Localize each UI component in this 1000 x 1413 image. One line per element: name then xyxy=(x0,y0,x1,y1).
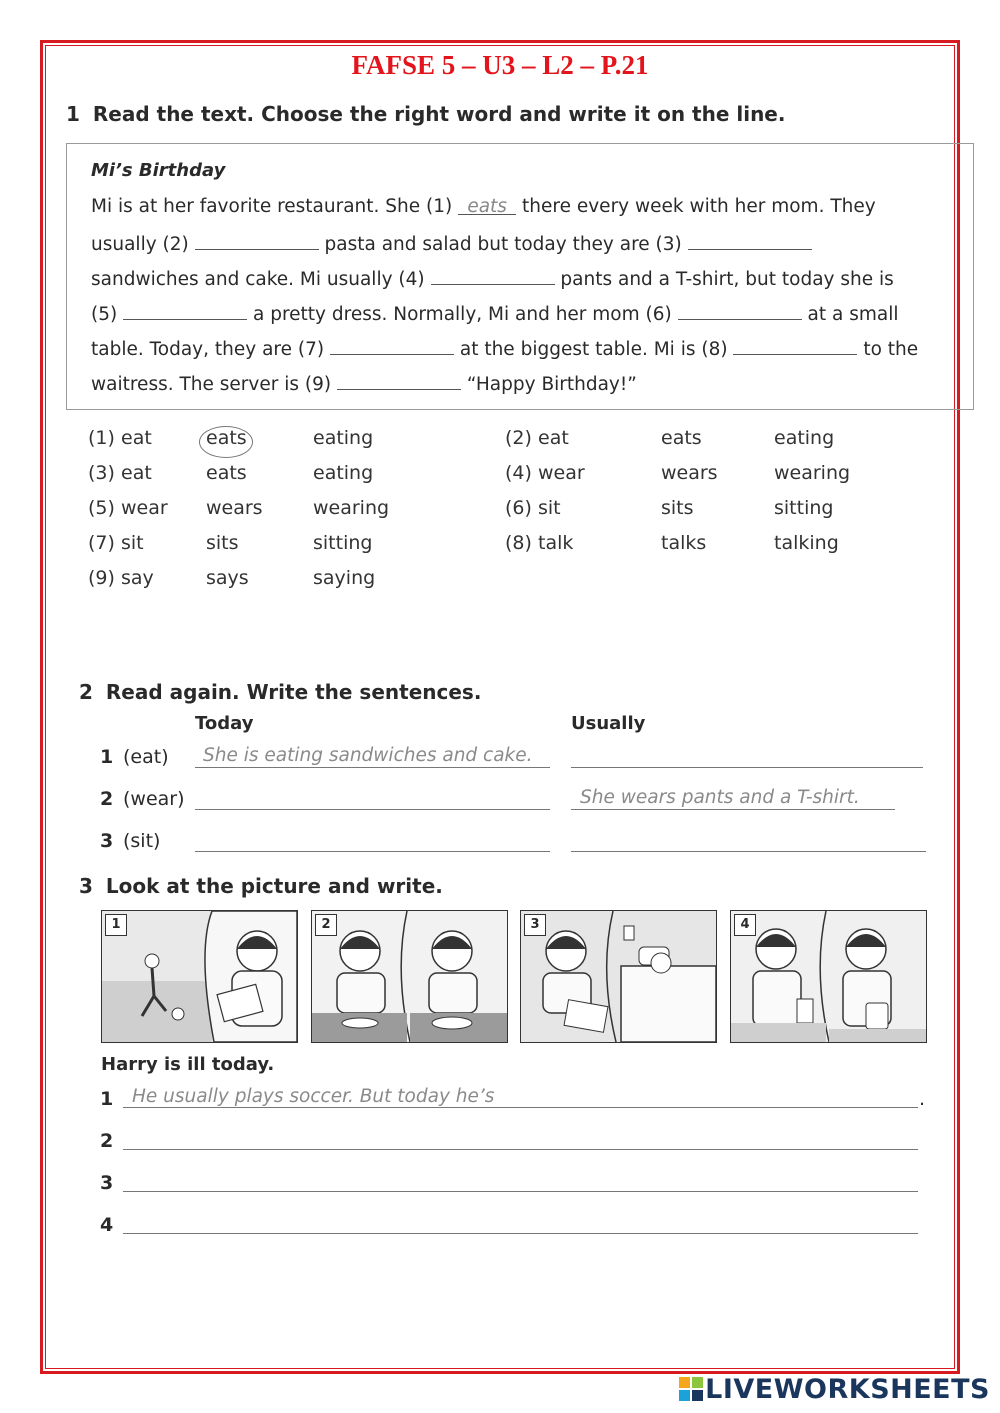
option-word[interactable]: sit xyxy=(538,497,561,519)
option-number: (7) xyxy=(88,532,115,554)
answer-blank-3[interactable] xyxy=(688,231,812,250)
today-answer-line-1[interactable] xyxy=(195,767,550,768)
ex2-heading xyxy=(79,680,481,704)
option-number: (5) xyxy=(88,497,115,519)
option-number: (1) xyxy=(88,427,115,449)
usually-answer-line-2[interactable] xyxy=(571,809,895,810)
option-word[interactable]: eating xyxy=(313,462,374,484)
line-number: 3 xyxy=(100,1172,114,1194)
option-number: (9) xyxy=(88,567,115,589)
picture-3-homework xyxy=(520,910,717,1043)
lws-logo-icon xyxy=(679,1377,703,1401)
col-today-header: Today xyxy=(195,713,254,734)
option-word[interactable]: eating xyxy=(774,427,835,449)
ex3-instruction: Look at the picture and write. xyxy=(105,874,443,898)
picture-number: 4 xyxy=(734,914,756,936)
today-answer-line-2[interactable] xyxy=(195,809,550,810)
line-end-period: . xyxy=(919,1088,926,1110)
row-number: 3 xyxy=(100,830,114,852)
passage-line-4 xyxy=(91,301,898,325)
option-word[interactable]: saying xyxy=(313,567,376,589)
option-number: (3) xyxy=(88,462,115,484)
boy-reading-illustration xyxy=(102,911,297,1042)
line-number: 4 xyxy=(100,1214,114,1236)
picture-number: 2 xyxy=(315,914,337,936)
write-line-1[interactable] xyxy=(123,1107,918,1108)
option-number: (8) xyxy=(505,532,532,554)
passage-text: there every week with her mom. They xyxy=(522,196,876,217)
passage-title: Mi’s Birthday xyxy=(91,160,226,181)
today-answer-1: She is eating sandwiches and cake. xyxy=(203,745,533,766)
boy-taking-medicine-illustration xyxy=(731,911,926,1042)
option-word[interactable]: talk xyxy=(538,532,574,554)
option-word[interactable]: sits xyxy=(206,532,239,554)
answer-blank-1[interactable] xyxy=(458,196,516,215)
option-word[interactable]: talks xyxy=(661,532,707,554)
picture-4-medicine xyxy=(730,910,927,1043)
answer-blank-6[interactable] xyxy=(678,301,802,320)
line-number: 2 xyxy=(100,1130,114,1152)
passage-text: “Happy Birthday!” xyxy=(466,374,637,395)
row-number: 2 xyxy=(100,788,114,810)
row-verb: (eat) xyxy=(123,746,169,768)
option-word[interactable]: wears xyxy=(661,462,718,484)
passage-line-1 xyxy=(91,196,876,217)
option-number: (4) xyxy=(505,462,532,484)
ex3-number: 3 xyxy=(79,874,93,898)
answer-1: eats xyxy=(467,196,507,217)
option-word[interactable]: says xyxy=(206,567,249,589)
option-word[interactable]: wearing xyxy=(774,462,851,484)
option-word[interactable]: eat xyxy=(121,462,152,484)
option-word[interactable]: sits xyxy=(661,497,694,519)
ex1-heading xyxy=(66,102,785,126)
option-number: (2) xyxy=(505,427,532,449)
write-line-4[interactable] xyxy=(123,1233,918,1234)
write-line-3[interactable] xyxy=(123,1191,918,1192)
option-word[interactable]: wear xyxy=(538,462,585,484)
option-word[interactable]: sit xyxy=(121,532,144,554)
boy-in-bed-illustration xyxy=(521,911,716,1042)
usually-answer-line-3[interactable] xyxy=(571,851,926,852)
row-number: 1 xyxy=(100,746,114,768)
brand-text: LIVEWORKSHEETS xyxy=(705,1374,990,1405)
option-word[interactable]: wears xyxy=(206,497,263,519)
boy-eating-illustration xyxy=(312,911,507,1042)
answer-blank-8[interactable] xyxy=(733,336,857,355)
passage-line-6 xyxy=(91,371,637,395)
answer-blank-5[interactable] xyxy=(123,301,247,320)
passage-line-5 xyxy=(91,336,918,360)
passage-text: table. Today, they are (7) xyxy=(91,339,325,360)
option-word[interactable]: eats xyxy=(206,462,247,484)
today-answer-line-3[interactable] xyxy=(195,851,550,852)
usually-answer-2: She wears pants and a T-shirt. xyxy=(580,787,860,808)
answer-blank-2[interactable] xyxy=(195,231,319,250)
option-word[interactable]: eat xyxy=(538,427,569,449)
ex2-number: 2 xyxy=(79,680,93,704)
ex3-subtitle: Harry is ill today. xyxy=(101,1054,275,1075)
option-word[interactable]: eats xyxy=(206,427,247,449)
picture-number: 3 xyxy=(524,914,546,936)
liveworksheets-logo xyxy=(679,1374,990,1405)
ex3-heading xyxy=(79,874,443,898)
picture-2-eating xyxy=(311,910,508,1043)
passage-line-3 xyxy=(91,266,894,290)
option-word[interactable]: eating xyxy=(313,427,374,449)
passage-text: usually (2) xyxy=(91,234,189,255)
col-usually-header: Usually xyxy=(571,713,646,734)
option-word[interactable]: eats xyxy=(661,427,702,449)
usually-answer-line-1[interactable] xyxy=(571,767,923,768)
passage-text: waitress. The server is (9) xyxy=(91,374,332,395)
write-line-2[interactable] xyxy=(123,1149,918,1150)
option-number: (6) xyxy=(505,497,532,519)
answer-blank-7[interactable] xyxy=(330,336,454,355)
ex1-instruction: Read the text. Choose the right word and write it on the line. xyxy=(92,102,786,126)
passage-text: at a small xyxy=(807,304,899,325)
option-word[interactable]: wearing xyxy=(313,497,390,519)
option-word[interactable]: sitting xyxy=(774,497,834,519)
passage-text: a pretty dress. Normally, Mi and her mom (6) xyxy=(253,304,672,325)
ex1-number: 1 xyxy=(66,102,80,126)
answer-blank-9[interactable] xyxy=(337,371,461,390)
row-verb: (wear) xyxy=(123,788,185,810)
picture-1-soccer xyxy=(101,910,298,1043)
line-number: 1 xyxy=(100,1088,114,1110)
option-word[interactable]: wear xyxy=(121,497,168,519)
option-word[interactable]: sitting xyxy=(313,532,373,554)
passage-line-2 xyxy=(91,231,812,255)
picture-number: 1 xyxy=(105,914,127,936)
passage-text: (5) xyxy=(91,304,118,325)
passage-text: sandwiches and cake. Mi usually (4) xyxy=(91,269,425,290)
option-word[interactable]: talking xyxy=(774,532,839,554)
write-answer-1: He usually plays soccer. But today he’s xyxy=(132,1086,495,1107)
passage-box xyxy=(66,143,974,410)
option-word[interactable]: eat xyxy=(121,427,152,449)
option-word[interactable]: say xyxy=(121,567,154,589)
ex2-instruction: Read again. Write the sentences. xyxy=(105,680,482,704)
answer-blank-4[interactable] xyxy=(431,266,555,285)
passage-text: Mi is at her favorite restaurant. She (1) xyxy=(91,196,453,217)
passage-text: pants and a T-shirt, but today she is xyxy=(560,269,894,290)
passage-text: pasta and salad but today they are (3) xyxy=(324,234,682,255)
passage-text: to the xyxy=(863,339,919,360)
passage-text: at the biggest table. Mi is (8) xyxy=(459,339,728,360)
row-verb: (sit) xyxy=(123,830,161,852)
page-title: FAFSE 5 – U3 – L2 – P.21 xyxy=(351,50,649,80)
